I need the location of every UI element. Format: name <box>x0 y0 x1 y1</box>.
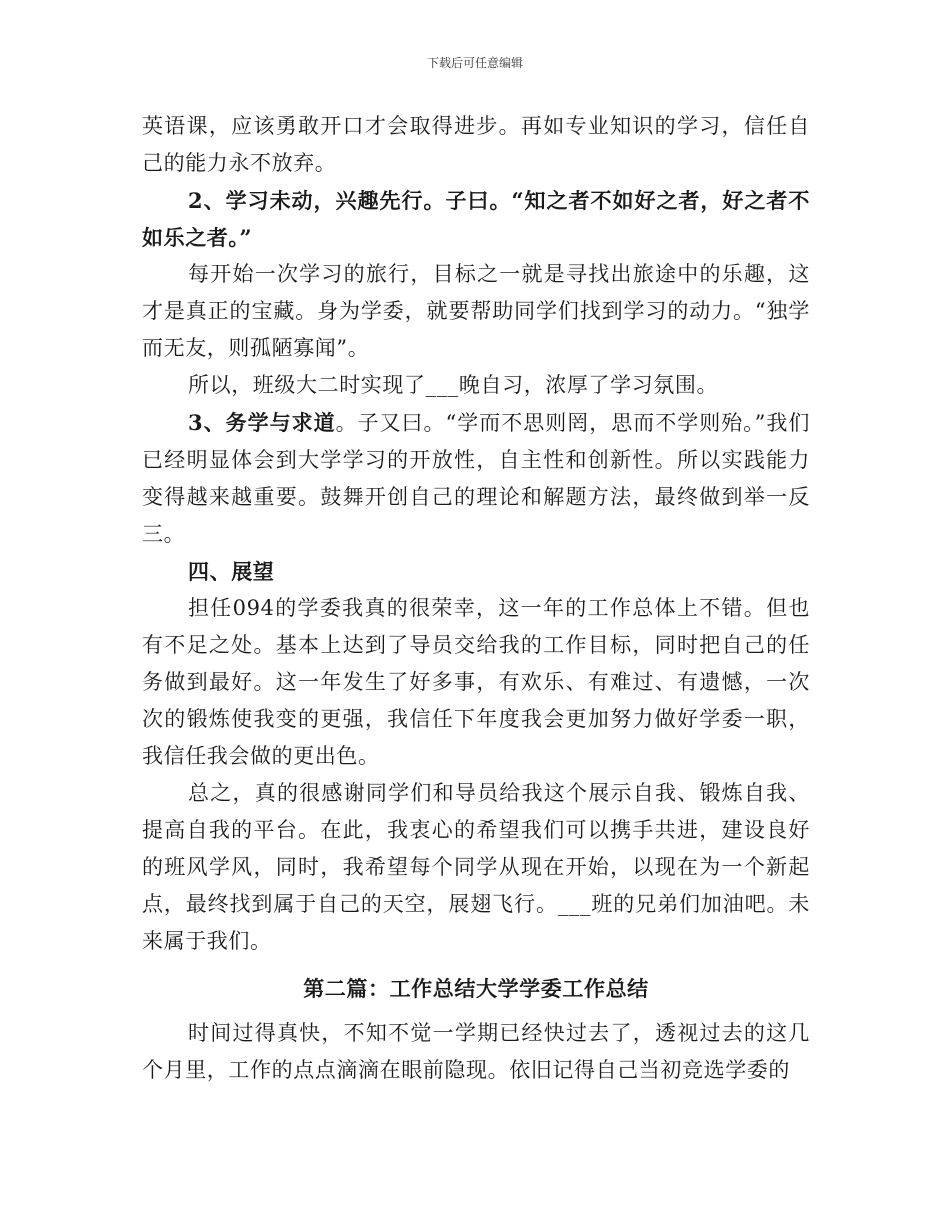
paragraph-5-text: 。子又曰。“学而不思则罔，思而不学则殆。”我们已经明显体会到大学学习的开放性，自主性和创新性。所以实践能力变得越来越重要。鼓舞开创自己的理论和解题方法，最终做到举一反三。 <box>142 411 811 546</box>
paragraph-2-heading: 2、学习未动，兴趣先行。子曰。“知之者不如好之者，好之者不如乐之者。” <box>142 188 810 250</box>
paragraph-9: 时间过得真快，不知不觉一学期已经快过去了，透视过去的这几个月里，工作的点点滴滴在眼前隐现。依旧记得自己当初竞选学委的 <box>142 1021 810 1082</box>
document-body <box>142 108 810 1089</box>
section-heading-part-two: 第二篇：工作总结大学学委工作总结 <box>303 976 649 1001</box>
paragraph-8: 总之，真的很感谢同学们和导员给我这个展示自我、锻炼自我、提高自我的平台。在此，我衷心的希望我们可以携手共进，建设良好的班风学风，同时，我希望每个同学从现在开始，以现在为一个新起点，最终找到属于自己的天空，展翅飞行。___班的兄弟们加油吧。未来属于我们。 <box>142 781 810 953</box>
paragraph-5 <box>142 404 810 553</box>
paragraph-7: 担任094的学委我真的很荣幸，这一年的工作总体上不错。但也有不足之处。基本上达到了导员交给我的工作目标，同时把自己的任务做到最好。这一年发生了好多事，有欢乐、有难过、有遗憾，一次次的锻炼使我变的更强，我信任下年度我会更加努力做好学委一职，我信任我会做的更出色。 <box>142 596 810 768</box>
paragraph-5-bold-lead: 3、务学与求道 <box>188 410 336 435</box>
header-note: 下载后可任意编辑 <box>426 56 523 70</box>
paragraph-3: 每开始一次学习的旅行，目标之一就是寻找出旅途中的乐趣，这才是真正的宝藏。身为学委，就要帮助同学们找到学习的动力。“独学而无友，则孤陋寡闻”。 <box>142 262 810 360</box>
paragraph-4: 所以，班级大二时实现了___晚自习，浓厚了学习氛围。 <box>188 373 719 397</box>
section-heading-outlook: 四、展望 <box>188 559 275 584</box>
paragraph-1: 英语课，应该勇敢开口才会取得进步。再如专业知识的学习，信任自己的能力永不放弃。 <box>142 114 810 175</box>
